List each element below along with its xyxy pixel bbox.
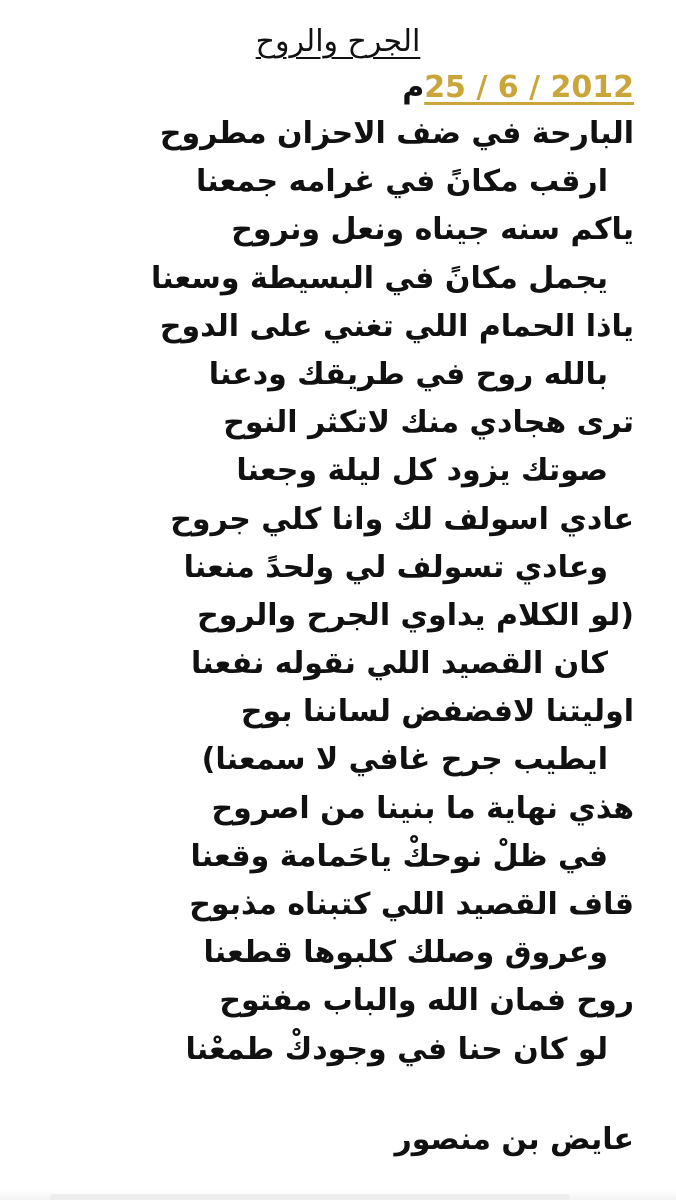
verse-line: ياكم سنه جيناه ونعل ونروح [231,212,634,248]
verse-line: صوتك يزود كل ليلة وجعنا [236,453,608,489]
verse-line: هذي نهاية ما بنينا من اصروح [211,790,634,826]
verse-line: لو كان حنا في وجودكْ طمعْنا [185,1031,608,1067]
poem-date [402,68,634,108]
verse-line: وعروق وصلك كلبوها قطعنا [203,935,608,971]
verse-line: قاف القصيد اللي كتبناه مذبوح [189,887,634,922]
poem-title: الجرح والروح [255,24,421,59]
verse-line: ايطيب جرح غافي لا سمعنا) [201,742,608,778]
verse-line: يجمل مكانً في البسيطة وسعنا [150,260,608,296]
verse-line: روح فمان الله والباب مفتوح [219,983,634,1019]
verse-line: وعادي تسولف لي ولحدً منعنا [183,549,608,585]
verse-line: عادي اسولف لك وانا كلي جروح [170,501,634,537]
verse-line: (لو الكلام يداوي الجرح والروح [197,597,634,633]
verse-line: البارحة في ضف الاحزان مطروح [159,116,634,151]
bottom-bar [50,1194,570,1200]
verse-line: ياذا الحمام اللي تغني على الدوح [159,308,634,344]
verse-line: ارقب مكانً في غرامه جمعنا [195,164,608,200]
verse-line: في ظلْ نوحكْ ياحَمامة وقعنا [190,838,608,874]
verse-line: ترى هجادي منك لاتكثر النوح [223,405,634,441]
verse-line: بالله روح في طريقك ودعنا [208,356,608,392]
verse-line: اوليتنا لافضفض لساننا بوح [240,694,634,730]
poet-signature: عايض بن منصور [394,1122,634,1157]
date-value[interactable]: 25 / 6 / 2012 [424,70,634,105]
verse-line: كان القصيد اللي نقوله نفعنا [191,646,608,682]
poem-verses [34,110,634,1074]
date-suffix: م [402,70,425,105]
